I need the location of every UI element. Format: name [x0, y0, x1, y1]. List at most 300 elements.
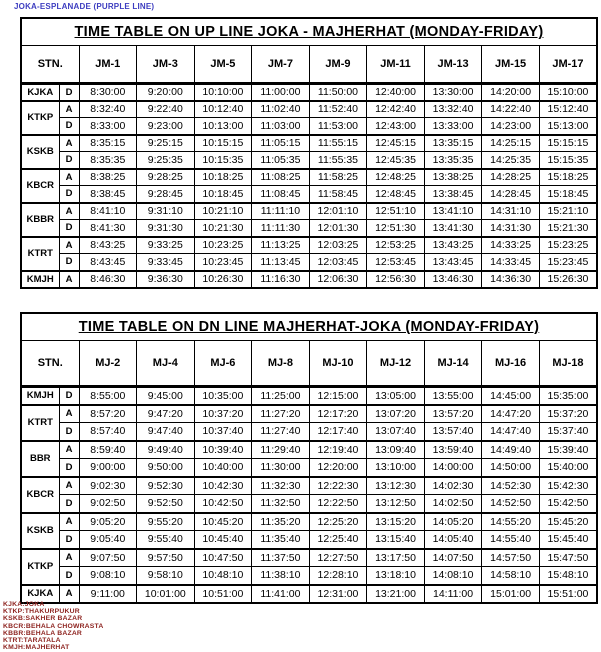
station-code-cell: KTKP	[21, 549, 59, 585]
arrival-departure-flag: D	[59, 531, 79, 549]
time-cell: 9:52:50	[137, 495, 195, 513]
time-cell: 8:57:20	[79, 405, 137, 423]
time-cell: 11:35:20	[252, 513, 310, 531]
legend-line: KBCR:BEHALA CHOWRASTA	[3, 622, 104, 630]
time-cell: 11:02:40	[252, 101, 310, 118]
arrival-departure-flag: D	[59, 495, 79, 513]
station-time-row	[21, 101, 597, 118]
time-cell: 15:40:00	[539, 459, 597, 477]
time-cell: 11:08:25	[252, 169, 310, 186]
time-cell: 14:57:50	[482, 549, 540, 567]
time-cell: 15:48:10	[539, 567, 597, 585]
train-column-header: JM-15	[482, 46, 540, 84]
legend-line: KBBR:BEHALA BAZAR	[3, 629, 83, 637]
train-column-header: MJ-2	[79, 341, 137, 387]
time-cell: 8:57:40	[79, 423, 137, 441]
up-line-timetable	[20, 17, 598, 289]
time-cell: 14:02:50	[424, 495, 482, 513]
train-column-header: MJ-10	[309, 341, 367, 387]
time-cell: 12:22:30	[309, 477, 367, 495]
train-column-header: JM-13	[424, 46, 482, 84]
time-cell: 15:21:30	[539, 220, 597, 237]
time-cell: 15:21:10	[539, 203, 597, 220]
time-cell: 8:38:25	[79, 169, 137, 186]
time-cell: 13:07:40	[367, 423, 425, 441]
legend-line: KTRT:TARATALA	[3, 637, 61, 645]
time-cell: 11:13:25	[252, 237, 310, 254]
time-cell: 9:33:25	[137, 237, 195, 254]
time-cell: 9:23:00	[137, 118, 195, 135]
station-time-row	[21, 186, 597, 203]
time-cell: 14:05:20	[424, 513, 482, 531]
station-code-cell: KJKA	[21, 585, 59, 603]
time-cell: 9:05:20	[79, 513, 137, 531]
train-column-header: MJ-18	[539, 341, 597, 387]
time-cell: 15:37:20	[539, 405, 597, 423]
arrival-departure-flag: D	[59, 84, 79, 101]
station-code-cell: KMJH	[21, 271, 59, 288]
station-code-cell: KBCR	[21, 477, 59, 513]
time-cell: 12:51:10	[367, 203, 425, 220]
time-cell: 10:45:20	[194, 513, 252, 531]
arrival-departure-flag: D	[59, 118, 79, 135]
table-title-text: TIME TABLE ON UP LINE JOKA - MAJHERHAT (MONDAY-FRIDAY)	[74, 24, 544, 40]
train-column-header: MJ-12	[367, 341, 425, 387]
station-time-row	[21, 237, 597, 254]
time-cell: 11:05:15	[252, 135, 310, 152]
time-cell: 13:57:20	[424, 405, 482, 423]
time-cell: 10:45:40	[194, 531, 252, 549]
time-cell: 11:25:00	[252, 387, 310, 405]
time-cell: 10:23:25	[194, 237, 252, 254]
time-cell: 9:49:40	[137, 441, 195, 459]
time-cell: 8:38:45	[79, 186, 137, 203]
time-cell: 11:58:25	[309, 169, 367, 186]
station-time-row	[21, 477, 597, 495]
time-cell: 15:18:45	[539, 186, 597, 203]
time-cell: 12:06:30	[309, 271, 367, 288]
line-name-label: JOKA-ESPLANADE (PURPLE LINE)	[14, 2, 155, 11]
time-cell: 13:32:40	[424, 101, 482, 118]
time-cell: 10:51:00	[194, 585, 252, 603]
arrival-departure-flag: D	[59, 387, 79, 405]
time-cell: 11:52:40	[309, 101, 367, 118]
time-cell: 15:51:00	[539, 585, 597, 603]
time-cell: 15:45:40	[539, 531, 597, 549]
time-cell: 9:55:40	[137, 531, 195, 549]
stn-column-header: STN.	[21, 46, 79, 84]
dn-line-timetable	[20, 312, 598, 604]
time-cell: 9:28:45	[137, 186, 195, 203]
time-cell: 14:33:25	[482, 237, 540, 254]
time-cell: 9:33:45	[137, 254, 195, 271]
station-time-row	[21, 441, 597, 459]
time-cell: 12:31:00	[309, 585, 367, 603]
time-cell: 9:31:30	[137, 220, 195, 237]
time-cell: 14:00:00	[424, 459, 482, 477]
time-cell: 10:18:45	[194, 186, 252, 203]
stn-column-header: STN.	[21, 341, 79, 387]
time-cell: 12:17:20	[309, 405, 367, 423]
train-column-header: JM-17	[539, 46, 597, 84]
arrival-departure-flag: A	[59, 237, 79, 254]
time-cell: 10:13:00	[194, 118, 252, 135]
time-cell: 15:42:50	[539, 495, 597, 513]
time-cell: 10:39:40	[194, 441, 252, 459]
time-cell: 11:35:40	[252, 531, 310, 549]
time-cell: 11:30:00	[252, 459, 310, 477]
station-time-row	[21, 405, 597, 423]
station-time-row	[21, 567, 597, 585]
train-column-header: JM-9	[309, 46, 367, 84]
time-cell: 13:15:20	[367, 513, 425, 531]
station-code-cell: KTRT	[21, 237, 59, 271]
time-cell: 9:47:20	[137, 405, 195, 423]
time-cell: 13:46:30	[424, 271, 482, 288]
time-cell: 12:01:30	[309, 220, 367, 237]
station-code-cell: KSKB	[21, 513, 59, 549]
time-cell: 14:49:40	[482, 441, 540, 459]
station-time-row	[21, 531, 597, 549]
time-cell: 11:41:00	[252, 585, 310, 603]
time-cell: 14:11:00	[424, 585, 482, 603]
time-cell: 12:45:15	[367, 135, 425, 152]
time-cell: 10:47:50	[194, 549, 252, 567]
time-cell: 15:12:40	[539, 101, 597, 118]
time-cell: 11:16:30	[252, 271, 310, 288]
time-cell: 9:28:25	[137, 169, 195, 186]
time-cell: 13:12:50	[367, 495, 425, 513]
time-cell: 15:23:25	[539, 237, 597, 254]
time-cell: 14:20:00	[482, 84, 540, 101]
time-cell: 15:15:35	[539, 152, 597, 169]
time-cell: 9:20:00	[137, 84, 195, 101]
time-cell: 15:23:45	[539, 254, 597, 271]
time-cell: 13:12:30	[367, 477, 425, 495]
time-cell: 9:47:40	[137, 423, 195, 441]
time-cell: 11:29:40	[252, 441, 310, 459]
time-cell: 12:28:10	[309, 567, 367, 585]
time-cell: 13:38:25	[424, 169, 482, 186]
arrival-departure-flag: A	[59, 477, 79, 495]
time-cell: 14:25:15	[482, 135, 540, 152]
arrival-departure-flag: A	[59, 135, 79, 152]
time-cell: 13:18:10	[367, 567, 425, 585]
time-cell: 9:57:50	[137, 549, 195, 567]
time-cell: 12:03:25	[309, 237, 367, 254]
station-time-row	[21, 513, 597, 531]
time-cell: 8:35:35	[79, 152, 137, 169]
time-cell: 15:45:20	[539, 513, 597, 531]
time-cell: 11:11:10	[252, 203, 310, 220]
time-cell: 11:50:00	[309, 84, 367, 101]
time-cell: 13:21:00	[367, 585, 425, 603]
time-cell: 11:32:50	[252, 495, 310, 513]
time-cell: 10:26:30	[194, 271, 252, 288]
train-column-header: JM-5	[194, 46, 252, 84]
arrival-departure-flag: A	[59, 585, 79, 603]
time-cell: 10:18:25	[194, 169, 252, 186]
time-cell: 13:35:15	[424, 135, 482, 152]
time-cell: 9:02:50	[79, 495, 137, 513]
time-cell: 13:07:20	[367, 405, 425, 423]
time-cell: 14:45:00	[482, 387, 540, 405]
time-cell: 9:31:10	[137, 203, 195, 220]
time-cell: 8:41:30	[79, 220, 137, 237]
time-cell: 10:42:50	[194, 495, 252, 513]
station-time-row	[21, 135, 597, 152]
time-cell: 12:22:50	[309, 495, 367, 513]
time-cell: 9:02:30	[79, 477, 137, 495]
header-row	[21, 341, 597, 387]
time-cell: 11:27:20	[252, 405, 310, 423]
time-cell: 14:25:35	[482, 152, 540, 169]
time-cell: 14:28:25	[482, 169, 540, 186]
time-cell: 15:15:15	[539, 135, 597, 152]
time-cell: 12:15:00	[309, 387, 367, 405]
arrival-departure-flag: A	[59, 169, 79, 186]
time-cell: 8:30:00	[79, 84, 137, 101]
time-cell: 10:21:10	[194, 203, 252, 220]
time-cell: 15:37:40	[539, 423, 597, 441]
table-title	[21, 313, 597, 341]
time-cell: 13:10:00	[367, 459, 425, 477]
legend-line: KMJH:MAJHERHAT	[3, 644, 70, 652]
time-cell: 11:08:45	[252, 186, 310, 203]
time-cell: 10:12:40	[194, 101, 252, 118]
time-cell: 10:48:10	[194, 567, 252, 585]
time-cell: 14:07:50	[424, 549, 482, 567]
station-code-cell: KMJH	[21, 387, 59, 405]
time-cell: 13:33:00	[424, 118, 482, 135]
time-cell: 10:42:30	[194, 477, 252, 495]
train-column-header: JM-11	[367, 46, 425, 84]
time-cell: 11:11:30	[252, 220, 310, 237]
time-cell: 15:26:30	[539, 271, 597, 288]
time-cell: 13:55:00	[424, 387, 482, 405]
time-cell: 12:01:10	[309, 203, 367, 220]
station-code-cell: KJKA	[21, 84, 59, 101]
time-cell: 14:58:10	[482, 567, 540, 585]
time-cell: 12:56:30	[367, 271, 425, 288]
time-cell: 11:32:30	[252, 477, 310, 495]
time-cell: 14:52:50	[482, 495, 540, 513]
time-cell: 13:57:40	[424, 423, 482, 441]
time-cell: 14:55:20	[482, 513, 540, 531]
time-cell: 15:39:40	[539, 441, 597, 459]
arrival-departure-flag: D	[59, 254, 79, 271]
time-cell: 14:52:30	[482, 477, 540, 495]
station-time-row	[21, 169, 597, 186]
time-cell: 10:40:00	[194, 459, 252, 477]
time-cell: 9:08:10	[79, 567, 137, 585]
time-cell: 11:00:00	[252, 84, 310, 101]
time-cell: 9:45:00	[137, 387, 195, 405]
time-cell: 12:42:40	[367, 101, 425, 118]
station-time-row	[21, 423, 597, 441]
train-column-header: JM-1	[79, 46, 137, 84]
arrival-departure-flag: D	[59, 186, 79, 203]
arrival-departure-flag: A	[59, 513, 79, 531]
time-cell: 13:05:00	[367, 387, 425, 405]
time-cell: 10:37:40	[194, 423, 252, 441]
time-cell: 13:17:50	[367, 549, 425, 567]
time-cell: 9:07:50	[79, 549, 137, 567]
time-cell: 9:50:00	[137, 459, 195, 477]
station-time-row	[21, 271, 597, 288]
time-cell: 14:50:00	[482, 459, 540, 477]
station-time-row	[21, 152, 597, 169]
time-cell: 13:30:00	[424, 84, 482, 101]
station-code-cell: KBCR	[21, 169, 59, 203]
time-cell: 9:36:30	[137, 271, 195, 288]
time-cell: 10:21:30	[194, 220, 252, 237]
time-cell: 13:43:45	[424, 254, 482, 271]
arrival-departure-flag: A	[59, 271, 79, 288]
legend-line: KTKP:THAKURPUKUR	[3, 608, 80, 616]
arrival-departure-flag: D	[59, 220, 79, 237]
time-cell: 13:35:35	[424, 152, 482, 169]
header-row	[21, 46, 597, 84]
time-cell: 14:02:30	[424, 477, 482, 495]
time-cell: 8:43:45	[79, 254, 137, 271]
time-cell: 12:53:25	[367, 237, 425, 254]
station-time-row	[21, 220, 597, 237]
time-cell: 12:27:50	[309, 549, 367, 567]
time-cell: 9:05:40	[79, 531, 137, 549]
arrival-departure-flag: D	[59, 152, 79, 169]
time-cell: 11:55:35	[309, 152, 367, 169]
time-cell: 12:25:20	[309, 513, 367, 531]
time-cell: 12:25:40	[309, 531, 367, 549]
arrival-departure-flag: A	[59, 549, 79, 567]
arrival-departure-flag: A	[59, 441, 79, 459]
legend-line: KSKB:SAKHER BAZAR	[3, 615, 83, 623]
time-cell: 11:38:10	[252, 567, 310, 585]
arrival-departure-flag: A	[59, 405, 79, 423]
time-cell: 11:37:50	[252, 549, 310, 567]
arrival-departure-flag: D	[59, 567, 79, 585]
time-cell: 13:09:40	[367, 441, 425, 459]
station-code-cell: KTKP	[21, 101, 59, 135]
time-cell: 12:19:40	[309, 441, 367, 459]
time-cell: 8:35:15	[79, 135, 137, 152]
time-cell: 11:53:00	[309, 118, 367, 135]
time-cell: 12:20:00	[309, 459, 367, 477]
station-time-row	[21, 84, 597, 101]
train-column-header: MJ-16	[482, 341, 540, 387]
time-cell: 14:23:00	[482, 118, 540, 135]
time-cell: 12:17:40	[309, 423, 367, 441]
time-cell: 13:41:30	[424, 220, 482, 237]
arrival-departure-flag: D	[59, 423, 79, 441]
station-time-row	[21, 585, 597, 603]
time-cell: 9:55:20	[137, 513, 195, 531]
time-cell: 15:18:25	[539, 169, 597, 186]
time-cell: 12:48:45	[367, 186, 425, 203]
station-time-row	[21, 254, 597, 271]
time-cell: 9:00:00	[79, 459, 137, 477]
legend-line: KJKA:JOKA	[3, 601, 45, 608]
station-time-row	[21, 387, 597, 405]
time-cell: 8:32:40	[79, 101, 137, 118]
time-cell: 15:42:30	[539, 477, 597, 495]
station-time-row	[21, 459, 597, 477]
time-cell: 11:13:45	[252, 254, 310, 271]
time-cell: 8:59:40	[79, 441, 137, 459]
time-cell: 8:33:00	[79, 118, 137, 135]
train-column-header: MJ-14	[424, 341, 482, 387]
time-cell: 10:10:00	[194, 84, 252, 101]
time-cell: 9:52:30	[137, 477, 195, 495]
station-time-row	[21, 203, 597, 220]
time-cell: 11:27:40	[252, 423, 310, 441]
time-cell: 14:33:45	[482, 254, 540, 271]
time-cell: 8:46:30	[79, 271, 137, 288]
time-cell: 12:45:35	[367, 152, 425, 169]
time-cell: 9:25:35	[137, 152, 195, 169]
time-cell: 10:15:15	[194, 135, 252, 152]
station-code-cell: KBBR	[21, 203, 59, 237]
time-cell: 9:58:10	[137, 567, 195, 585]
time-cell: 15:35:00	[539, 387, 597, 405]
station-code-cell: BBR	[21, 441, 59, 477]
time-cell: 10:01:00	[137, 585, 195, 603]
station-code-cell: KSKB	[21, 135, 59, 169]
time-cell: 15:10:00	[539, 84, 597, 101]
arrival-departure-flag: A	[59, 101, 79, 118]
table-title	[21, 18, 597, 46]
station-code-legend	[3, 601, 103, 651]
time-cell: 14:36:30	[482, 271, 540, 288]
time-cell: 15:13:00	[539, 118, 597, 135]
time-cell: 8:55:00	[79, 387, 137, 405]
time-cell: 11:58:45	[309, 186, 367, 203]
time-cell: 8:41:10	[79, 203, 137, 220]
time-cell: 13:15:40	[367, 531, 425, 549]
station-time-row	[21, 549, 597, 567]
time-cell: 15:01:00	[482, 585, 540, 603]
time-cell: 14:47:20	[482, 405, 540, 423]
train-column-header: MJ-4	[137, 341, 195, 387]
time-cell: 12:43:00	[367, 118, 425, 135]
arrival-departure-flag: A	[59, 203, 79, 220]
time-cell: 14:05:40	[424, 531, 482, 549]
time-cell: 13:59:40	[424, 441, 482, 459]
time-cell: 13:41:10	[424, 203, 482, 220]
time-cell: 14:31:10	[482, 203, 540, 220]
time-cell: 14:08:10	[424, 567, 482, 585]
train-column-header: MJ-6	[194, 341, 252, 387]
time-cell: 10:37:20	[194, 405, 252, 423]
arrival-departure-flag: D	[59, 459, 79, 477]
time-cell: 14:31:30	[482, 220, 540, 237]
station-time-row	[21, 495, 597, 513]
time-cell: 11:05:35	[252, 152, 310, 169]
time-cell: 12:53:45	[367, 254, 425, 271]
station-time-row	[21, 118, 597, 135]
time-cell: 10:15:35	[194, 152, 252, 169]
time-cell: 9:11:00	[79, 585, 137, 603]
time-cell: 8:43:25	[79, 237, 137, 254]
time-cell: 9:22:40	[137, 101, 195, 118]
time-cell: 10:23:45	[194, 254, 252, 271]
time-cell: 10:35:00	[194, 387, 252, 405]
table-title-text: TIME TABLE ON DN LINE MAJHERHAT-JOKA (MONDAY-FRIDAY)	[78, 319, 540, 335]
time-cell: 13:43:25	[424, 237, 482, 254]
train-column-header: JM-7	[252, 46, 310, 84]
time-cell: 14:28:45	[482, 186, 540, 203]
